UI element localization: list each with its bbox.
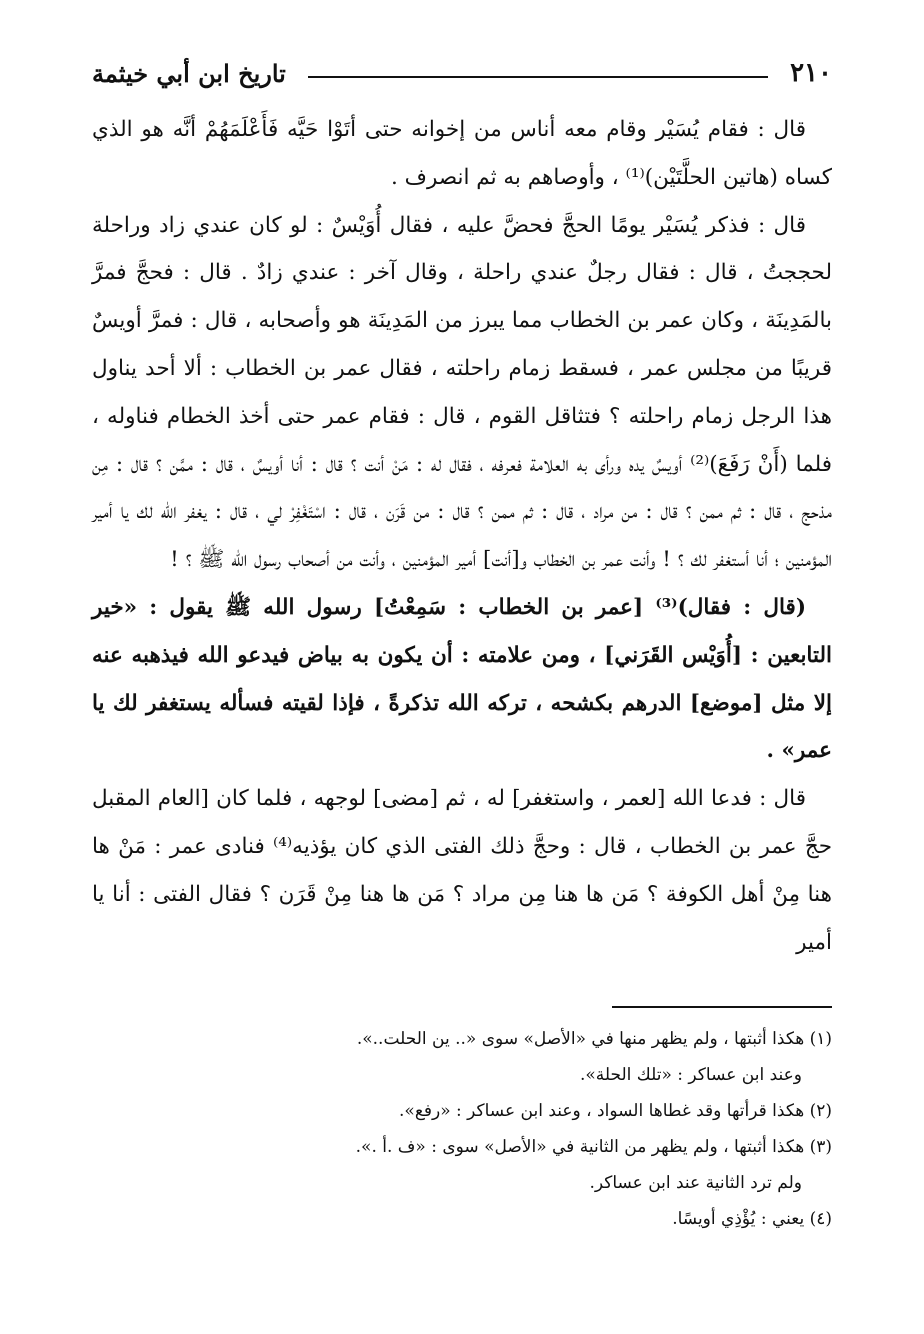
- footnote: (٤) يعني : يُؤْذِي أويسًا.: [672, 1209, 832, 1230]
- paragraph: قال : فذكر يُسَيْر يومًا الحجَّ فحضَّ عليه ، فقال أُوَيْسٌ : لو كان عندي زاد وراحلة لحججتُ ، قال : فقال رجلٌ عندي راحلة ، وقال آخر : عندي زادٌ . قال : فحجَّ فمرَّ بالمَدِينَة ، وكان عمر بن الخطاب مما يبرز من المَدِينَة هو وأصحابه ، قال : فمرَّ أويسٌ قريبًا من مجلس عمر ، فسقط زمام راحلته ، فقال عمر بن الخطاب : ألا أحد يناول هذا الرجل زمام راحلته ؟ فتثاقل القوم ، قال : فقام عمر حتى أخذ الخطام فناوله ، فلما (أَنْ رَفَعَ)⁽²⁾ أويسٌ يده ورأى به العلامة فعرفه ، فقال له : مَنْ أنت ؟ قال : أنا أويسٌ ، قال : ممَّن ؟ قال : مِن مذحج ، قال : ثم ممن ؟ قال : من مراد ، قال : ثم ممن ؟ قال : من قَرَن ، قال : اسْتَغْفِرْ لي ، قال : يغفر الله لك يا أمير المؤمنين ؛ أنا أستغفر لك ؟ ! وأنت عمر بن الخطاب و[أنت] أمير المؤمنين ، وأنت من أصحاب رسول الله ﷺ ؟ !: [92, 212, 832, 573]
- footnotes: [92, 1022, 832, 1236]
- footnote: ولم ترد الثانية عند ابن عساكر.: [589, 1173, 802, 1194]
- page-number: ٢١٠: [790, 58, 832, 88]
- paragraph: قال : فقام يُسَيْر وقام معه أناس من إخوانه حتى أتَوْا حَيَّه فَأَعْلَمَهُمْ أنَّه هو الذي كساه (هاتين الحلَّتَيْن)⁽¹⁾ ، وأوصاهم به ثم انصرف .: [92, 117, 832, 190]
- paragraph: (قال : فقال)⁽³⁾ [عمر بن الخطاب : سَمِعْتُ] رسول الله ﷺ يقول : «خير التابعين : [أُوَيْس القَرَني] ، ومن علامته : أن يكون به بياض فيدعو الله فيذهبه عنه إلا مثل [موضع] الدرهم بكشحه ، تركه الله تذكرةً ، فإذا لقيته فسأله يستغفر لك يا عمر» .: [92, 594, 832, 764]
- running-title: تاريخ ابن أبي خيثمة: [92, 59, 286, 88]
- footnote-separator: [612, 1006, 832, 1008]
- footnote: (٣) هكذا أثبتها ، ولم يظهر من الثانية في «الأصل» سوى : «ف .أ .».: [355, 1137, 832, 1158]
- footnote: (١) هكذا أثبتها ، ولم يظهر منها في «الأصل» سوى «.. ين الحلت..».: [356, 1029, 832, 1050]
- footnote: (٢) هكذا قرأتها وقد غطاها السواد ، وعند ابن عساكر : «رفع».: [399, 1101, 832, 1122]
- main-text: [92, 106, 832, 966]
- footnote: وعند ابن عساكر : «تلك الحلة».: [579, 1065, 802, 1086]
- page-header: [92, 52, 832, 88]
- paragraph: قال : فدعا الله [لعمر ، واستغفر] له ، ثم [مضى] لوجهه ، فلما كان [العام المقبل حجَّ عمر بن الخطاب ، قال : وحجَّ ذلك الفتى الذي كان يؤذيه⁽⁴⁾ فنادى عمر : مَنْ ها هنا مِنْ أهل الكوفة ؟ مَن ها هنا مِن مراد ؟ مَن ها هنا مِنْ قَرَن ؟ فقال الفتى : أنا يا أمير: [92, 786, 833, 955]
- header-rule: [308, 76, 768, 78]
